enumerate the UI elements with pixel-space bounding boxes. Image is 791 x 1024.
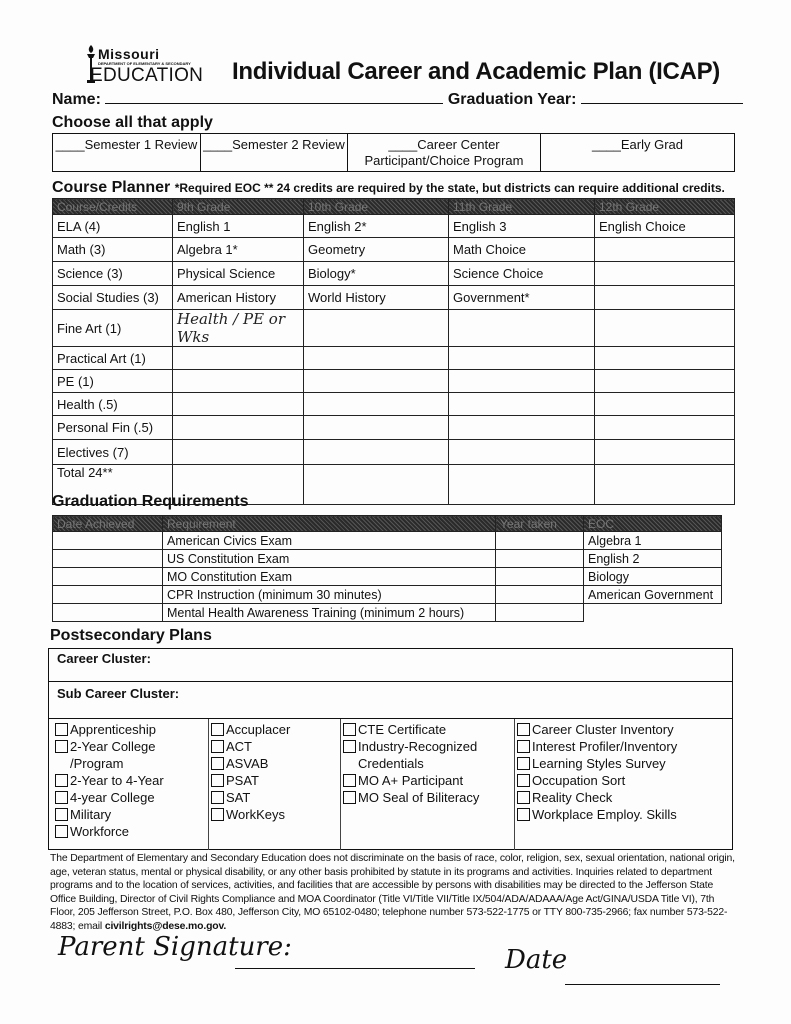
checkbox-item[interactable] [211,721,340,738]
postsecondary-col-tests [209,719,341,850]
column-header: Year taken [496,516,584,532]
checkbox-label: 2-Year College /Program [70,739,156,771]
checkbox-item[interactable] [517,738,732,755]
checkbox-label: SAT [226,790,251,805]
course-label: ELA (4) [53,215,173,238]
checkbox-item[interactable] [343,738,514,772]
date-field[interactable] [565,984,720,985]
notice-email[interactable]: civilrights@dese.mo.gov. [104,920,227,932]
nondiscrimination-notice [50,852,740,933]
column-header: EOC [584,516,722,532]
checkbox-label: Reality Check [532,790,613,805]
course-label: Social Studies (3) [53,286,173,310]
checkbox[interactable] [55,723,68,736]
course-cell[interactable] [449,465,595,505]
date-label: Date [505,945,568,975]
date-achieved-cell[interactable] [53,550,163,568]
parent-signature-field[interactable] [235,968,475,969]
course-cell[interactable] [595,286,735,310]
checkbox[interactable] [211,723,224,736]
course-label: Math (3) [53,238,173,262]
checkbox-item[interactable] [211,738,340,755]
checkbox-item[interactable] [211,789,340,806]
course-cell[interactable]: Health / PE or Wks [173,310,304,347]
column-header: Date Achieved [53,516,163,532]
course-label: Health (.5) [53,393,173,416]
checkbox[interactable] [343,740,356,753]
course-cell[interactable]: Math Choice [449,238,595,262]
checkbox-label: PSAT [226,773,259,788]
checkbox-item[interactable] [55,772,208,789]
option-early-grad[interactable]: ____Early Grad [591,137,684,152]
checkbox-label: Industry-Recognized Credentials [358,739,478,771]
checkbox-item[interactable] [211,806,340,823]
checkbox[interactable] [55,740,68,753]
eoc-cell: Algebra 1 [584,532,722,550]
checkbox[interactable] [517,791,530,804]
checkbox-label: Workplace Employ. Skills [532,807,677,822]
logo-state: Missouri [98,46,160,62]
date-achieved-cell[interactable] [53,604,163,622]
table-row [53,532,722,550]
course-cell[interactable] [173,347,304,370]
course-label: Science (3) [53,262,173,286]
checkbox-label: Military [70,807,112,822]
checkbox-item[interactable] [55,721,208,738]
course-cell[interactable]: English 2* [304,215,449,238]
course-cell[interactable]: Government* [449,286,595,310]
date-achieved-cell[interactable] [53,586,163,604]
date-achieved-cell[interactable] [53,532,163,550]
name-label: Name: [52,91,101,108]
choose-options [52,133,735,172]
checkbox-label: ASVAB [226,756,269,771]
eoc-cell: American Government [584,586,722,604]
checkbox-item[interactable] [55,738,208,772]
course-cell[interactable] [304,310,449,347]
requirement-cell: US Constitution Exam [163,550,496,568]
option-career-center[interactable]: ____Career Center Participant/Choice Program [348,134,541,171]
course-label: PE (1) [53,370,173,393]
table-row [53,416,735,440]
course-planner-heading [52,179,725,197]
checkbox-label: MO A+ Participant [358,773,464,788]
table-row [53,440,735,465]
name-field[interactable] [105,90,443,104]
checkbox-label: MO Seal of Biliteracy [358,790,480,805]
course-cell[interactable] [595,347,735,370]
checkbox[interactable] [211,774,224,787]
requirement-cell: CPR Instruction (minimum 30 minutes) [163,586,496,604]
postsecondary-col-credentials [341,719,515,850]
course-cell[interactable] [304,370,449,393]
dese-logo [84,44,234,84]
checkbox-label: Workforce [70,824,129,839]
requirement-cell: Mental Health Awareness Training (minimum 2 hours) [163,604,496,622]
course-cell[interactable] [304,416,449,440]
course-cell[interactable] [173,393,304,416]
checkbox-item[interactable] [55,823,208,840]
checkbox-label: Occupation Sort [532,773,626,788]
table-row [53,370,735,393]
course-cell[interactable] [449,310,595,347]
table-row [53,568,722,586]
checkbox[interactable] [343,791,356,804]
checkbox-item[interactable] [517,721,732,738]
eoc-cell: English 2 [584,550,722,568]
table-row [53,310,735,347]
graduation-year-field[interactable] [581,90,743,104]
course-planner-note: *Required EOC ** 24 credits are required by the state, but districts can require additional credits. [174,181,725,195]
table-row [53,393,735,416]
option-semester-1[interactable]: ____Semester 1 Review [53,134,201,171]
course-cell[interactable] [449,393,595,416]
checkbox[interactable] [517,808,530,821]
course-cell[interactable] [595,262,735,286]
course-cell[interactable]: World History [304,286,449,310]
course-cell[interactable] [595,465,735,505]
course-cell[interactable] [449,416,595,440]
course-cell[interactable] [304,347,449,370]
checkbox-item[interactable] [517,806,732,823]
postsecondary-col-plans [49,719,209,850]
checkbox-item[interactable] [517,772,732,789]
checkbox-label: 2-Year to 4-Year [70,773,164,788]
checkbox[interactable] [211,740,224,753]
checkbox-item[interactable] [517,755,732,772]
column-header: 10th Grade [304,199,449,215]
logo-dept: DEPARTMENT OF ELEMENTARY & SECONDARY [98,61,191,66]
table-row [53,238,735,262]
course-cell[interactable] [595,393,735,416]
page-title: Individual Career and Academic Plan (ICAP) [232,58,720,85]
checkbox-label: ACT [226,739,252,754]
course-cell[interactable] [449,370,595,393]
column-header: Course/Credits [53,199,173,215]
checkbox-item[interactable] [211,755,340,772]
checkbox-item[interactable] [211,772,340,789]
column-header: Requirement [163,516,496,532]
course-label: Practical Art (1) [53,347,173,370]
table-row [53,286,735,310]
graduation-table [52,515,722,622]
eoc-cell [584,604,722,622]
column-header: 12th Grade [595,199,735,215]
graduation-heading: Graduation Requirements [52,493,249,510]
course-cell[interactable] [304,465,449,505]
date-achieved-cell[interactable] [53,568,163,586]
column-header: 9th Grade [173,199,304,215]
table-row [53,262,735,286]
requirement-cell: American Civics Exam [163,532,496,550]
column-header: 11th Grade [449,199,595,215]
checkbox-label: Apprenticeship [70,722,156,737]
checkbox-item[interactable] [343,721,514,738]
checkbox-label: 4-year College [70,790,155,805]
notice-text: The Department of Elementary and Secondary Education does not discriminate on the basis of race, color, religion, sex, sexual orientation, national origin, age, veteran status, mental or physical disability, or any other basis prohibited by statute in its programs and activities. Inquiries related to department programs and to the location of services, activities, and facilities that are accessible by persons with disabilities may be directed to the Jefferson State Office Building, Director of Civil Rights Compliance and MOA Coordinator (Title VI/Title VII/Title IX/504/ADA/ADAAA/Age Act/GINA/USDA Title VI), 7th Floor, 205 Jefferson Street, P.O. Box 480, Jefferson City, MO 65102-0480; telephone number 573-522-1775 or TTY 800-735-2966; fax number 573-522-4883; email [50,853,735,932]
year-taken-cell[interactable] [496,532,584,550]
course-cell[interactable]: English Choice [595,215,735,238]
eoc-cell: Biology [584,568,722,586]
postsecondary-heading: Postsecondary Plans [50,627,212,644]
checkbox-item[interactable] [343,789,514,806]
checkbox[interactable] [211,791,224,804]
checkbox[interactable] [55,791,68,804]
checkbox[interactable] [343,723,356,736]
course-planner-title: Course Planner [52,179,171,196]
course-label: Fine Art (1) [53,310,173,347]
postsecondary-box [48,648,733,850]
checkbox-item[interactable] [517,789,732,806]
graduation-year-label: Graduation Year: [447,91,577,108]
requirement-cell: MO Constitution Exam [163,568,496,586]
course-cell[interactable] [304,440,449,465]
checkbox-label: CTE Certificate [358,722,447,737]
year-taken-cell[interactable] [496,568,584,586]
checkbox[interactable] [211,808,224,821]
course-cell[interactable] [449,347,595,370]
course-cell[interactable]: English 3 [449,215,595,238]
course-cell[interactable]: Algebra 1* [173,238,304,262]
checkbox[interactable] [55,774,68,787]
checkbox[interactable] [517,723,530,736]
checkbox[interactable] [55,825,68,838]
course-label: Electives (7) [53,440,173,465]
sub-career-cluster-field[interactable]: Sub Career Cluster: [49,682,732,719]
course-cell[interactable] [595,440,735,465]
logo-education: EDUCATION [90,65,204,86]
course-cell[interactable]: English 1 [173,215,304,238]
course-cell[interactable] [304,393,449,416]
checkbox-label: Career Cluster Inventory [532,722,674,737]
checkbox-label: Accuplacer [226,722,291,737]
checkbox-label: Learning Styles Survey [532,756,666,771]
checkbox-item[interactable] [55,806,208,823]
course-cell[interactable] [173,440,304,465]
year-taken-cell[interactable] [496,586,584,604]
course-cell[interactable]: Biology* [304,262,449,286]
table-row [53,604,722,622]
table-row [53,347,735,370]
table-row [53,586,722,604]
course-cell[interactable]: Geometry [304,238,449,262]
course-cell[interactable] [173,370,304,393]
course-cell[interactable]: Physical Science [173,262,304,286]
checkbox-label: WorkKeys [226,807,285,822]
choose-heading: Choose all that apply [52,114,213,131]
course-cell[interactable] [595,310,735,347]
course-cell[interactable]: American History [173,286,304,310]
name-row [52,90,743,109]
option-semester-2[interactable]: ____Semester 2 Review [201,134,348,171]
checkbox[interactable] [211,757,224,770]
course-planner-table [52,198,735,505]
course-cell[interactable] [173,416,304,440]
course-label: Total 24** [53,465,173,505]
table-row [53,215,735,238]
course-cell[interactable] [449,440,595,465]
table-row [53,550,722,568]
year-taken-cell[interactable] [496,604,584,622]
course-cell[interactable] [595,416,735,440]
course-cell[interactable]: Science Choice [449,262,595,286]
course-cell[interactable] [595,370,735,393]
checkbox[interactable] [517,774,530,787]
checkbox[interactable] [517,740,530,753]
checkbox-item[interactable] [343,772,514,789]
checkbox-label: Interest Profiler/Inventory [532,739,678,754]
year-taken-cell[interactable] [496,550,584,568]
career-cluster-field[interactable]: Career Cluster: [49,649,732,682]
course-label: Personal Fin (.5) [53,416,173,440]
checkbox[interactable] [517,757,530,770]
checkbox[interactable] [343,774,356,787]
postsecondary-col-assessments [515,719,732,850]
checkbox-item[interactable] [55,789,208,806]
parent-signature-label: Parent Signature: [58,932,292,962]
course-cell[interactable] [595,238,735,262]
checkbox[interactable] [55,808,68,821]
